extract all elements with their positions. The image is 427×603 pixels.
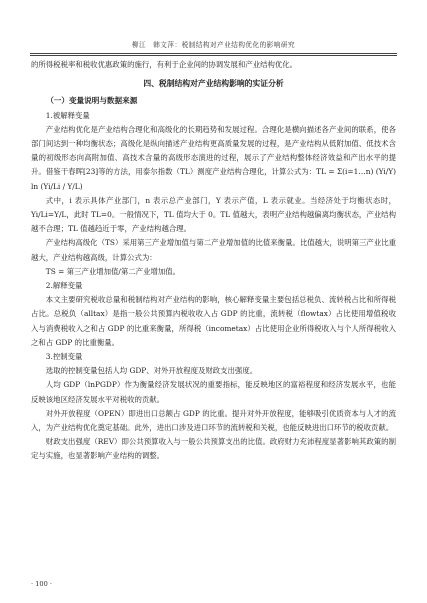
paragraph-rev: 财政支出强度（REV）即公共预算收入与一般公共预算支出的比值。政府财力充沛程度显著影响其政策的制定与实施，也显著影响产业结构的调整。	[31, 437, 396, 461]
subsection-heading: （一）变量说明与数据来源	[46, 96, 138, 106]
item-heading-control-variable: 3.控制变量	[45, 352, 83, 362]
body-text	[31, 58, 396, 464]
page-number: · 100 ·	[31, 579, 52, 588]
paragraph-open: 对外开放程度（OPEN）即进出口总额占 GDP 的比重。提升对外开放程度，能够吸引优质资本与人才的流入，为产业结构优化奠定基础。此外，进出口涉及进口环节的流转税和关税，也能反映进出口环节的税收贡献。	[31, 408, 396, 433]
header-rule-secondary	[30, 55, 397, 56]
paragraph-structure-optimization: 产业结构优化是产业结构合理化和高级化的长期趋势和发展过程。合理化是横向描述各产业间的联系，使各部门间达到一种均衡状态；高级化是纵向描述产业结构更高质量发展的过程，是产业结构从低附加值、低技术含量的初级形态向高附加值、高技术含量的高级形态演进的过程，展示了产业结构整体经济效益和产出水平的提升。借鉴干春晖[23]等的方法，用泰尔指数（TL）测度产业结构合理化，计算公式为：TL = Σ(i=1…n) (Yi/Y) ln (Yi/Li / Y/L)	[31, 124, 396, 191]
paragraph-continuation: 的所得税税率和税收优惠政策的施行，有利于企业间的协调发展和产业结构优化。	[31, 60, 298, 69]
paragraph-control-list: 选取的控制变量包括人均 GDP、对外开放程度及财政支出强度。	[45, 366, 258, 376]
paragraph-advancement: 产业结构高级化（TS）采用第三产业增加值与第二产业增加值的比值来衡量。比值越大，说明第三产业比重越大，产业结构越高级，计算公式为：	[31, 238, 396, 262]
item-heading-dependent-variable: 1.被解释变量	[45, 110, 90, 120]
item-heading-explanatory-variable: 2.解释变量	[45, 281, 83, 291]
paragraph-pgdp: 人均 GDP（lnPGDP）作为衡量经济发展状况的重要指标，能反映地区的富裕程度和经济发展水平，也能反映该地区经济发展水平对税收的贡献。	[31, 380, 396, 404]
paragraph-formula-explanation: 式中，i 表示具体产业部门，n 表示总产业部门，Y 表示产值，L 表示就业。当经济处于均衡状态时，Yi/Li=Y/L，此时 TL=0。一般情况下，TL 值均大于 0。TL 值越大，表明产业结构越偏离均衡状态，产业结构越不合理；TL 值越趋近于零，产业结构越合理。	[31, 195, 396, 234]
section-heading: 四、税制结构对产业结构影响的实证分析	[143, 79, 284, 89]
formula-ts: TS = 第三产业增加值/第二产业增加值。	[45, 266, 181, 276]
running-header: 柳江 韩文萍：税制结构对产业结构优化的影响研究	[131, 41, 296, 49]
paragraph-tax-variables: 本文主要研究税收总量和税制结构对产业结构的影响，核心解释变量主要包括总税负、流转税占比和所得税占比。总税负（alltax）是指一般公共预算内税收收入占 GDP 的比重，流转税（flowtax）占比使用增值税收入与消费税收入之和占 GDP 的比重来衡量，所得税（incometax）占比使用企业所得税收入与个人所得税收入之和占 GDP 的比重衡量。	[31, 295, 396, 347]
header-rule	[30, 53, 397, 54]
